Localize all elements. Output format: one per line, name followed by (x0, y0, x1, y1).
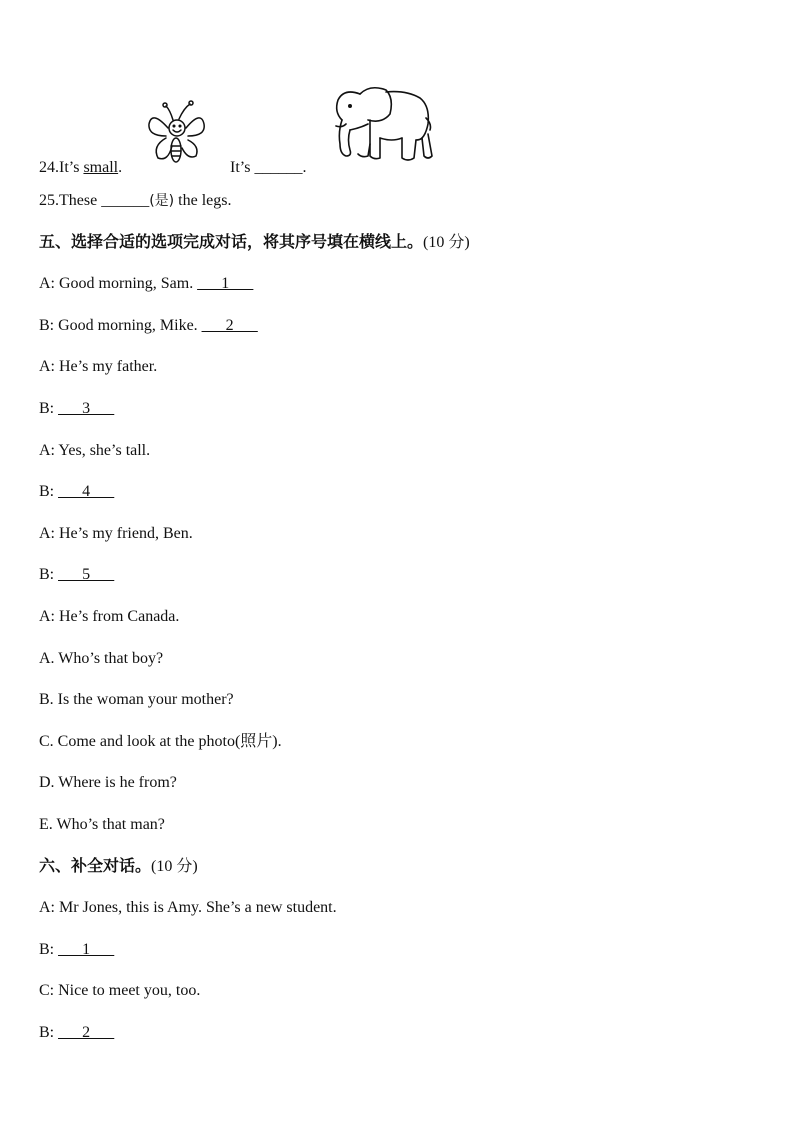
s5-text: He’s my father. (59, 358, 158, 375)
s5-dialog-line (39, 441, 150, 461)
q25-number: 25. (39, 192, 59, 209)
s6-speaker: C: (39, 982, 55, 999)
s5-option: E. Who’s that man? (39, 816, 165, 833)
s6-speaker: B: (39, 941, 55, 958)
s5-text: Yes, she’s tall. (58, 442, 151, 459)
s6-answer-blank[interactable]: ___2___ (58, 1024, 115, 1041)
section-6-score: (10 分) (151, 858, 198, 875)
s5-dialog-line (39, 482, 114, 502)
butterfly-drawing (146, 98, 206, 168)
s5-dialog-line (39, 524, 193, 544)
s5-dialog-line (39, 274, 253, 294)
s5-speaker: B: (39, 317, 55, 334)
s5-speaker: B: (39, 483, 55, 500)
q24-end: . (302, 159, 307, 176)
s5-text: Good morning, Mike. (58, 317, 198, 334)
s5-speaker: A: (39, 358, 55, 375)
s5-speaker: A: (39, 525, 55, 542)
s5-speaker: B: (39, 566, 55, 583)
question-24 (39, 158, 122, 178)
s5-answer-blank[interactable]: ___4___ (58, 483, 115, 500)
q24-text: It’s (59, 159, 84, 176)
section-6-title-text: 六、补全对话。 (39, 856, 152, 875)
section-5-title-text: 五、选择合适的选项完成对话，将其序号填在横线上。 (39, 232, 424, 251)
s5-option: D. Where is he from? (39, 774, 177, 791)
s5-speaker: A: (39, 442, 55, 459)
q25-text-after: the legs. (174, 192, 232, 209)
s5-dialog-line (39, 399, 114, 419)
s5-dialog-line (39, 316, 258, 336)
s6-answer-blank[interactable]: ___1___ (58, 941, 115, 958)
q25-blank[interactable]: ______ (101, 192, 150, 209)
q24-underlined-word: small (83, 159, 119, 176)
s6-dialog-line (39, 1023, 114, 1043)
section-5-title (39, 231, 470, 254)
s6-dialog-line (39, 981, 200, 1001)
q25-hint: (是) (149, 193, 175, 209)
section-5-score: (10 分) (423, 234, 470, 251)
elephant-drawing (330, 84, 434, 168)
s5-answer-blank[interactable]: ___2___ (201, 317, 258, 334)
s5-speaker: B: (39, 400, 55, 417)
s6-text: Nice to meet you, too. (58, 982, 201, 999)
s5-answer-blank[interactable]: ___5___ (58, 566, 115, 583)
s5-option: B. Is the woman your mother? (39, 691, 234, 708)
question-24-second (230, 158, 306, 178)
section-6-title (39, 855, 198, 878)
s5-answer-blank[interactable]: ___1___ (197, 275, 254, 292)
s5-speaker: A: (39, 608, 55, 625)
q24-number: 24. (39, 159, 59, 176)
s5-option: A. Who’s that boy? (39, 650, 164, 667)
q25-text: These (59, 192, 102, 209)
s6-speaker: A: (39, 899, 55, 916)
s6-dialog-line (39, 940, 114, 960)
s5-dialog-line (39, 357, 157, 377)
s5-dialog-line (39, 565, 114, 585)
s5-dialog-line (39, 607, 179, 627)
s5-option: C. Come and look at the photo(照片). (39, 733, 282, 750)
q24-period: . (118, 159, 123, 176)
s6-text: Mr Jones, this is Amy. She’s a new student. (59, 899, 337, 916)
s5-text: He’s from Canada. (59, 608, 180, 625)
q24-second-text: It’s (230, 159, 251, 176)
s5-answer-blank[interactable]: ___3___ (58, 400, 115, 417)
s5-text: He’s my friend, Ben. (59, 525, 193, 542)
s6-speaker: B: (39, 1024, 55, 1041)
s6-dialog-line (39, 898, 337, 918)
s5-text: Good morning, Sam. (59, 275, 194, 292)
s5-speaker: A: (39, 275, 55, 292)
q24-blank[interactable]: ______ (254, 159, 303, 176)
question-25 (39, 191, 231, 211)
